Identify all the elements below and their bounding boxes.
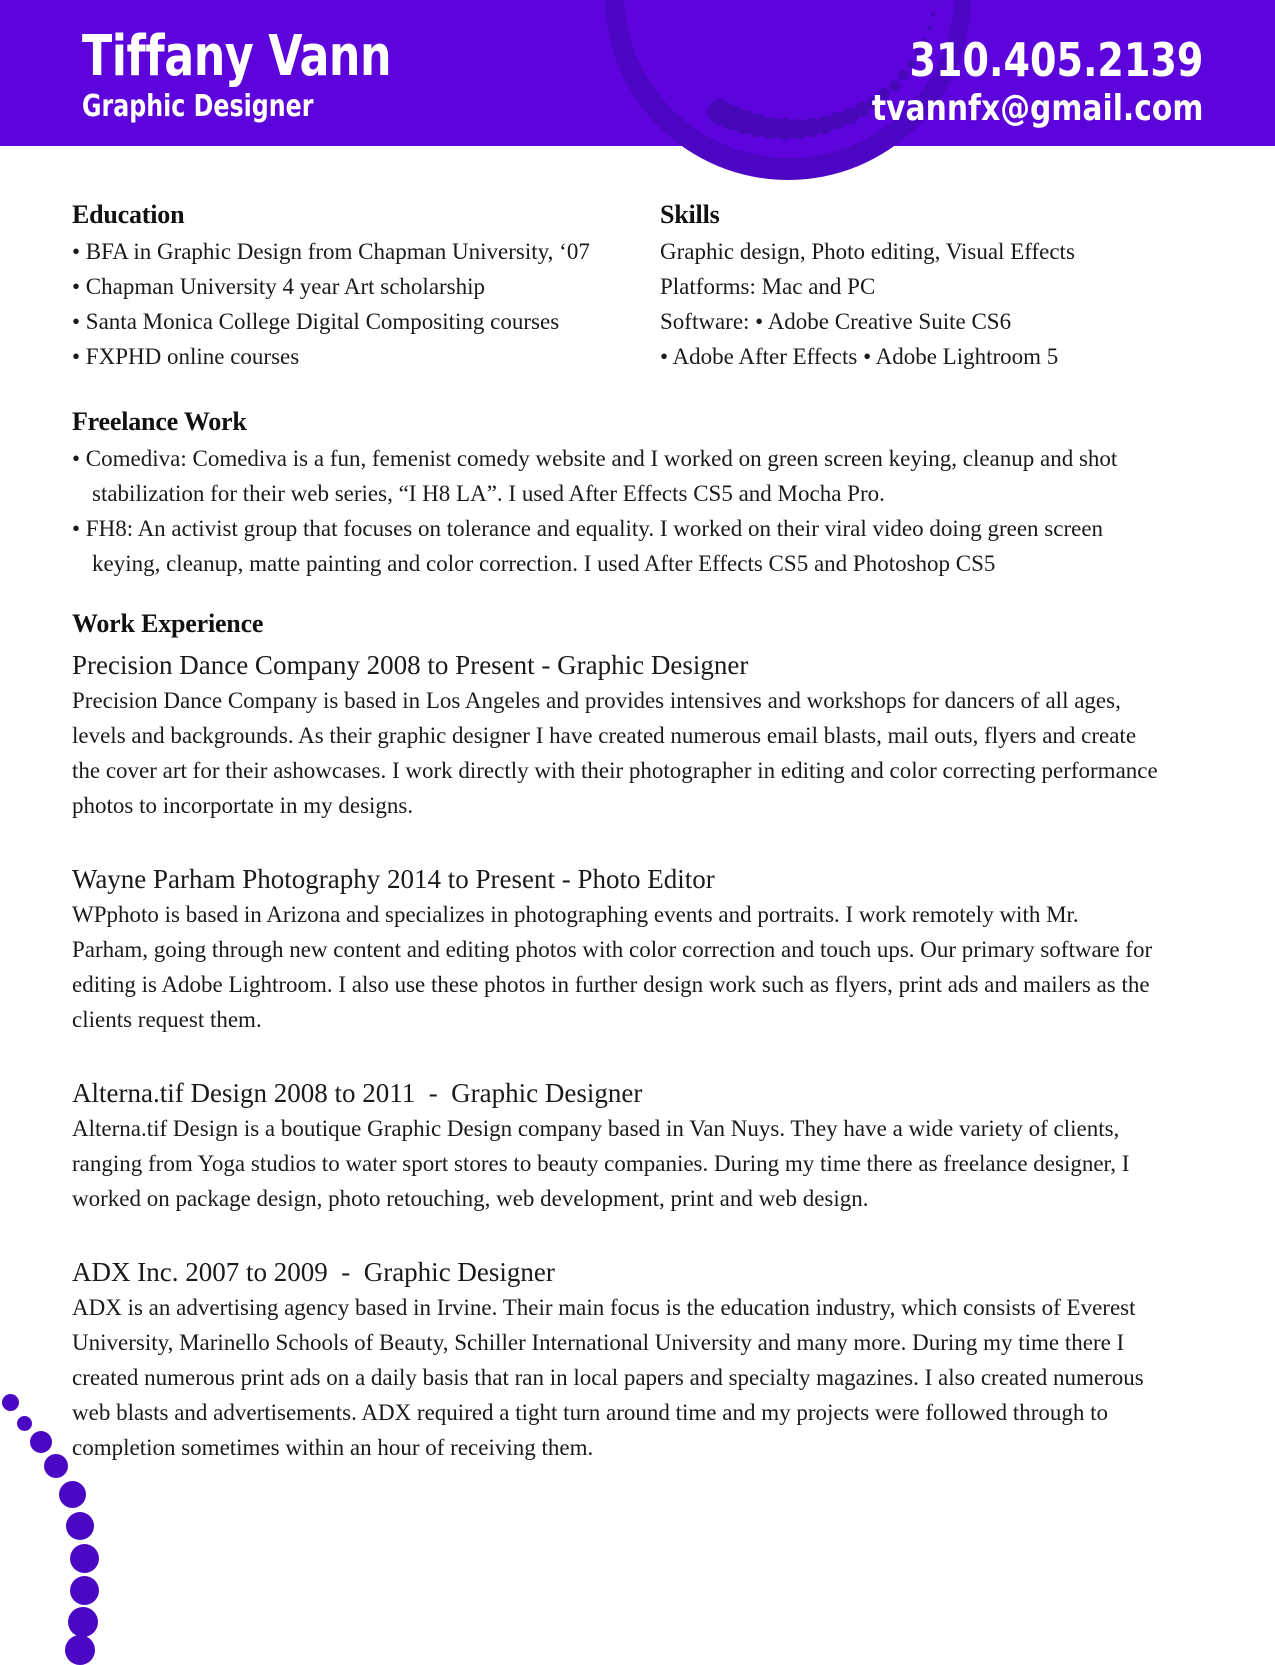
header-identity [82,24,433,125]
job-description: Alterna.tif Design is a boutique Graphic Design company based in Van Nuys. They have a wide variety of clients, ranging from Yoga studios to water sport stores to beauty companies. During my time there as freelance designer, I worked on package design, photo retouching, web development, print and web design. [72,1116,1130,1211]
job-entry [72,861,1160,1037]
job-title: Alterna.tif Design 2008 to 2011 - Graphic Designer [72,1078,643,1108]
page-title: Tiffany Vann [82,24,392,89]
skills-section [660,200,1160,374]
freelance-section [0,407,1275,581]
job-description: Precision Dance Company is based in Los Angeles and provides intensives and workshops for dancers of all ages, levels and backgrounds. As their graphic designer I have created numerous email blasts, mail outs, flyers and create the cover art for their ashowcases. I work directly with their photographer in editing and color correcting performance photos to incorportate in my designs. [72,688,1158,818]
job-entry [72,647,1160,823]
skills-item: Software: • Adobe Creative Suite CS6 [660,309,1012,334]
job-title: Wayne Parham Photography 2014 to Present - Photo Editor [72,864,715,894]
job-entry [72,1075,1160,1216]
skills-item: • Adobe After Effects • Adobe Lightroom 5 [660,344,1059,369]
education-item: • Santa Monica College Digital Compositing courses [72,309,560,334]
corner-dot [66,1512,94,1540]
corner-dot [68,1607,98,1637]
work-experience-heading: Work Experience [72,609,264,638]
phone-number[interactable]: 310.405.2139 [909,33,1203,87]
header-arc-dot [935,1,937,3]
skills-heading: Skills [660,200,720,229]
skills-item: Platforms: Mac and PC [660,274,876,299]
email-address[interactable]: tvannfx@gmail.com [871,87,1203,129]
job-entry [72,1254,1160,1465]
freelance-item: • FH8: An activist group that focuses on tolerance and equality. I worked on their viral video doing green screen keying, cleanup, matte painting and color correction. I used After Effects CS5 and Photoshop CS5 [72,516,1104,576]
education-item: • BFA in Graphic Design from Chapman University, ‘07 [72,239,590,264]
education-item: • Chapman University 4 year Art scholarship [72,274,486,299]
education-heading: Education [72,200,185,229]
corner-dot [65,1635,95,1665]
resume-body [0,200,1275,1465]
education-item: • FXPHD online courses [72,344,300,369]
job-title: ADX Inc. 2007 to 2009 - Graphic Designer [72,1257,555,1287]
skills-item: Graphic design, Photo editing, Visual Effects [660,239,1075,264]
freelance-item: • Comediva: Comediva is a fun, femenist comedy website and I worked on green screen keying, cleanup and shot stabilization for their web series, “I H8 LA”. I used After Effects CS5 and Mocha Pro. [72,446,1118,506]
contact-block [843,33,1203,130]
corner-dot [59,1481,86,1508]
corner-dot [70,1544,99,1573]
corner-dot [70,1576,99,1605]
job-title: Precision Dance Company 2008 to Present - Graphic Designer [72,650,749,680]
education-skills-row [0,200,1275,385]
header-arc-dot [927,26,932,31]
work-experience-section [0,609,1275,1465]
job-role-subtitle: Graphic Designer [82,89,314,125]
job-description: WPphoto is based in Arizona and specializes in photographing events and portraits. I work remotely with Mr. Parham, going through new content and editing photos with color correction and touch ups. Our primary software for editing is Adobe Lightroom. I also use these photos in further design work such as flyers, print ads and mailers as the clients request them. [72,902,1153,1032]
job-description: ADX is an advertising agency based in Irvine. Their main focus is the education industry, which consists of Everest University, Marinello Schools of Beauty, Schiller International University and many more. During my time there I created numerous print ads on a daily basis that ran in local papers and specialty magazines. I also created numerous web blasts and advertisements. ADX required a tight turn around time and my projects were followed through to completion sometimes within an hour of receiving them. [72,1295,1144,1460]
header-arc-dot [931,13,934,16]
resume-header [0,0,1275,200]
freelance-heading: Freelance Work [72,407,247,436]
education-section [72,200,637,374]
